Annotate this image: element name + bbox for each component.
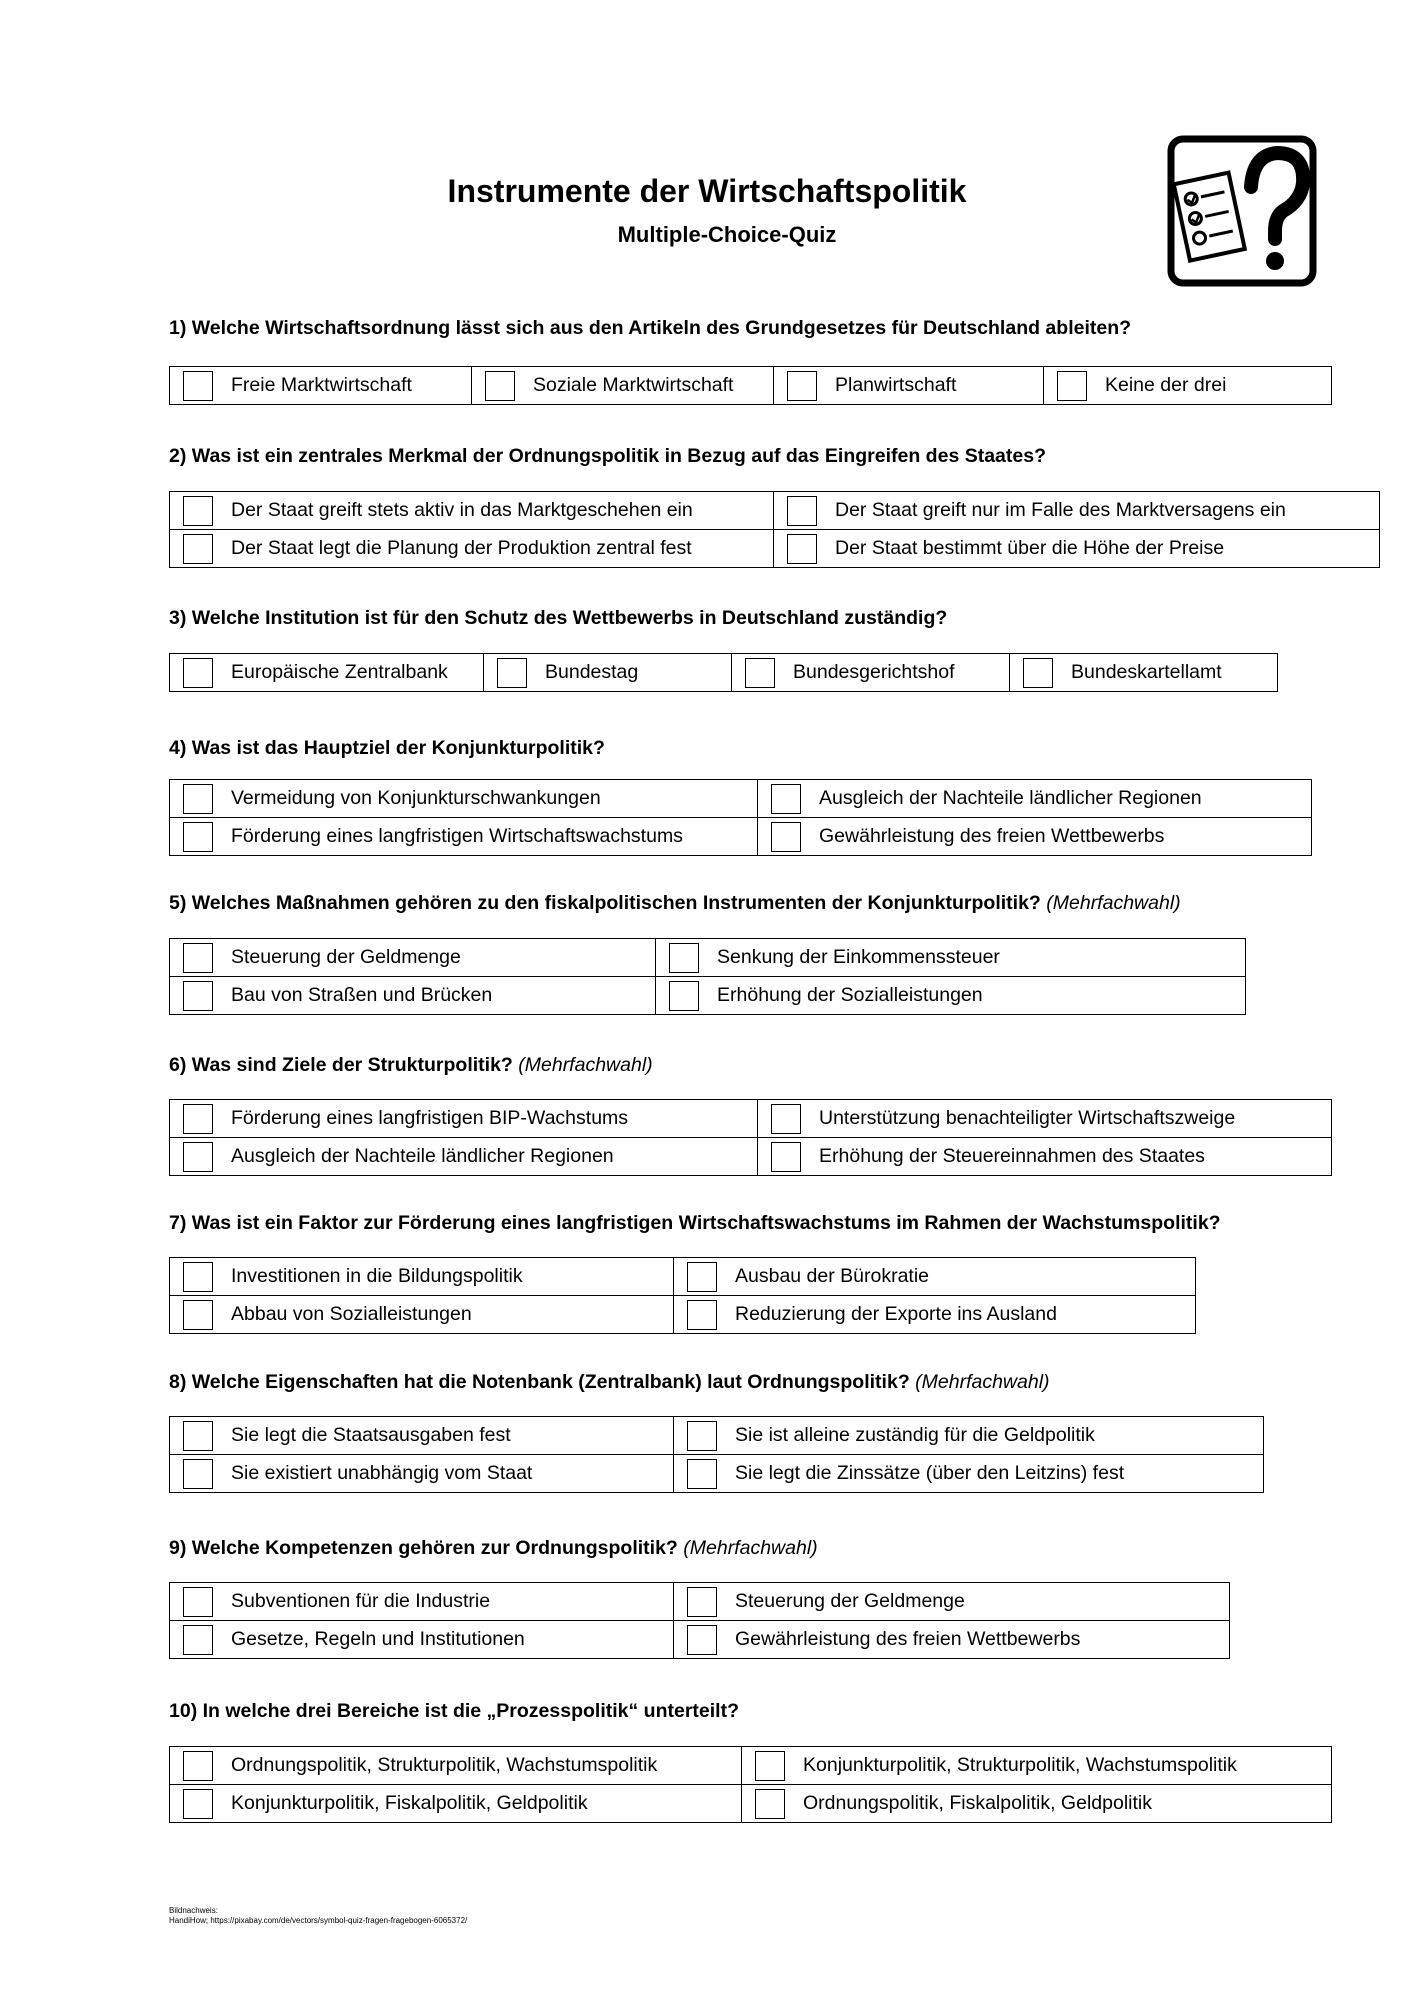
answer-grid-6 xyxy=(169,1099,1332,1176)
question-1 xyxy=(169,316,1131,340)
checkbox[interactable] xyxy=(183,1262,213,1292)
question-8 xyxy=(169,1370,1050,1394)
answer-option[interactable]: Vermeidung von Konjunkturschwankungen xyxy=(170,780,758,818)
answer-option[interactable]: Planwirtschaft xyxy=(774,367,1044,405)
checkbox[interactable] xyxy=(183,1789,213,1819)
answer-option[interactable]: Der Staat greift nur im Falle des Marktversagens ein xyxy=(774,492,1380,530)
answer-option[interactable]: Der Staat greift stets aktiv in das Marktgeschehen ein xyxy=(170,492,774,530)
image-credit xyxy=(169,1906,467,1926)
checkbox[interactable] xyxy=(687,1459,717,1489)
checkbox[interactable] xyxy=(183,943,213,973)
answer-option[interactable]: Bundesgerichtshof xyxy=(732,654,1010,692)
question-text: 9) Welche Kompetenzen gehören zur Ordnungspolitik? xyxy=(169,1537,678,1559)
checkbox[interactable] xyxy=(755,1789,785,1819)
answer-option[interactable]: Konjunkturpolitik, Fiskalpolitik, Geldpolitik xyxy=(170,1785,742,1823)
checkbox[interactable] xyxy=(771,822,801,852)
question-text: 5) Welches Maßnahmen gehören zu den fiskalpolitischen Instrumenten der Konjunkturpolitik? xyxy=(169,892,1041,914)
checkbox[interactable] xyxy=(485,371,515,401)
question-2 xyxy=(169,444,1046,468)
checkbox[interactable] xyxy=(183,981,213,1011)
answer-option[interactable]: Sie ist alleine zuständig für die Geldpolitik xyxy=(674,1417,1264,1455)
question-7 xyxy=(169,1211,1221,1235)
checkbox[interactable] xyxy=(1057,371,1087,401)
answer-option[interactable]: Bau von Straßen und Brücken xyxy=(170,977,656,1015)
checkbox[interactable] xyxy=(687,1421,717,1451)
question-4 xyxy=(169,736,605,760)
answer-option[interactable]: Gesetze, Regeln und Institutionen xyxy=(170,1621,674,1659)
checkbox[interactable] xyxy=(745,658,775,688)
multiple-choice-hint: (Mehrfachwahl) xyxy=(915,1371,1050,1393)
answer-option[interactable]: Gewährleistung des freien Wettbewerbs xyxy=(758,818,1312,856)
answer-grid-4 xyxy=(169,779,1312,856)
answer-option[interactable]: Europäische Zentralbank xyxy=(170,654,484,692)
question-5 xyxy=(169,891,1181,915)
checkbox[interactable] xyxy=(183,1142,213,1172)
answer-option[interactable]: Der Staat legt die Planung der Produktion zentral fest xyxy=(170,530,774,568)
checkbox[interactable] xyxy=(687,1262,717,1292)
question-text: 6) Was sind Ziele der Strukturpolitik? xyxy=(169,1054,513,1076)
question-text: 10) In welche drei Bereiche ist die „Prozesspolitik“ unterteilt? xyxy=(169,1700,739,1722)
checkbox[interactable] xyxy=(687,1587,717,1617)
checkbox[interactable] xyxy=(183,1421,213,1451)
answer-option[interactable]: Erhöhung der Sozialleistungen xyxy=(656,977,1246,1015)
answer-option[interactable]: Erhöhung der Steuereinnahmen des Staates xyxy=(758,1138,1332,1176)
answer-option[interactable]: Der Staat bestimmt über die Höhe der Preise xyxy=(774,530,1380,568)
checkbox[interactable] xyxy=(787,534,817,564)
question-3 xyxy=(169,606,947,630)
checkbox[interactable] xyxy=(787,496,817,526)
quiz-question-icon xyxy=(1167,135,1317,287)
answer-option[interactable]: Gewährleistung des freien Wettbewerbs xyxy=(674,1621,1230,1659)
answer-option[interactable]: Steuerung der Geldmenge xyxy=(170,939,656,977)
checkbox[interactable] xyxy=(497,658,527,688)
answer-option[interactable]: Freie Marktwirtschaft xyxy=(170,367,472,405)
checkbox[interactable] xyxy=(183,658,213,688)
answer-option[interactable]: Abbau von Sozialleistungen xyxy=(170,1296,674,1334)
checkbox[interactable] xyxy=(183,1459,213,1489)
answer-option[interactable]: Ordnungspolitik, Fiskalpolitik, Geldpolitik xyxy=(742,1785,1332,1823)
checkbox[interactable] xyxy=(183,496,213,526)
checkbox[interactable] xyxy=(687,1625,717,1655)
answer-grid-3 xyxy=(169,653,1278,692)
answer-option[interactable]: Steuerung der Geldmenge xyxy=(674,1583,1230,1621)
credit-source: HandiHow; https://pixabay.com/de/vectors/symbol-quiz-fragen-fragebogen-6065372/ xyxy=(169,1916,468,1925)
question-text: 7) Was ist ein Faktor zur Förderung eines langfristigen Wirtschaftswachstums im Rahmen der Wachstumspolitik? xyxy=(169,1212,1221,1234)
checkbox[interactable] xyxy=(669,943,699,973)
answer-option[interactable]: Ausgleich der Nachteile ländlicher Regionen xyxy=(170,1138,758,1176)
page-subtitle: Multiple-Choice-Quiz xyxy=(617,222,837,247)
answer-option[interactable]: Sie legt die Staatsausgaben fest xyxy=(170,1417,674,1455)
answer-option[interactable]: Subventionen für die Industrie xyxy=(170,1583,674,1621)
question-text: 2) Was ist ein zentrales Merkmal der Ordnungspolitik in Bezug auf das Eingreifen des Staates? xyxy=(169,445,1046,467)
multiple-choice-hint: (Mehrfachwahl) xyxy=(1046,892,1181,914)
question-6 xyxy=(169,1053,653,1077)
checkbox[interactable] xyxy=(669,981,699,1011)
checkbox[interactable] xyxy=(183,371,213,401)
answer-option[interactable]: Förderung eines langfristigen BIP-Wachstums xyxy=(170,1100,758,1138)
answer-option[interactable]: Bundeskartellamt xyxy=(1010,654,1278,692)
answer-option[interactable]: Sie legt die Zinssätze (über den Leitzins) fest xyxy=(674,1455,1264,1493)
checkbox[interactable] xyxy=(183,1104,213,1134)
checkbox[interactable] xyxy=(755,1751,785,1781)
answer-grid-7 xyxy=(169,1257,1196,1334)
multiple-choice-hint: (Mehrfachwahl) xyxy=(683,1537,818,1559)
question-text: 8) Welche Eigenschaften hat die Notenbank (Zentralbank) laut Ordnungspolitik? xyxy=(169,1371,910,1393)
answer-grid-2 xyxy=(169,491,1380,568)
answer-option[interactable]: Soziale Marktwirtschaft xyxy=(472,367,774,405)
question-9 xyxy=(169,1536,818,1560)
answer-option[interactable]: Reduzierung der Exporte ins Ausland xyxy=(674,1296,1196,1334)
answer-grid-5 xyxy=(169,938,1246,1015)
checkbox[interactable] xyxy=(183,1751,213,1781)
page-title: Instrumente der Wirtschaftspolitik xyxy=(447,173,967,209)
checkbox[interactable] xyxy=(771,784,801,814)
checkbox[interactable] xyxy=(687,1300,717,1330)
answer-option[interactable]: Ordnungspolitik, Strukturpolitik, Wachstumspolitik xyxy=(170,1747,742,1785)
answer-option[interactable]: Ausbau der Bürokratie xyxy=(674,1258,1196,1296)
answer-grid-1 xyxy=(169,366,1332,405)
question-text: 1) Welche Wirtschaftsordnung lässt sich aus den Artikeln des Grundgesetzes für Deutschland ableiten? xyxy=(169,317,1132,339)
answer-option[interactable]: Bundestag xyxy=(484,654,732,692)
multiple-choice-hint: (Mehrfachwahl) xyxy=(518,1054,653,1076)
question-text: 3) Welche Institution ist für den Schutz des Wettbewerbs in Deutschland zuständig? xyxy=(169,607,948,629)
checkbox[interactable] xyxy=(1023,658,1053,688)
answer-option[interactable]: Sie existiert unabhängig vom Staat xyxy=(170,1455,674,1493)
question-10 xyxy=(169,1699,739,1723)
answer-grid-8 xyxy=(169,1416,1264,1493)
answer-grid-10 xyxy=(169,1746,1332,1823)
answer-grid-9 xyxy=(169,1582,1230,1659)
checkbox[interactable] xyxy=(183,1587,213,1617)
answer-option[interactable]: Konjunkturpolitik, Strukturpolitik, Wachstumspolitik xyxy=(742,1747,1332,1785)
checkbox[interactable] xyxy=(183,534,213,564)
answer-option[interactable]: Keine der drei xyxy=(1044,367,1332,405)
checkbox[interactable] xyxy=(787,371,817,401)
answer-option[interactable]: Ausgleich der Nachteile ländlicher Regionen xyxy=(758,780,1312,818)
question-text: 4) Was ist das Hauptziel der Konjunkturpolitik? xyxy=(169,737,605,759)
checkbox[interactable] xyxy=(771,1142,801,1172)
checkbox[interactable] xyxy=(771,1104,801,1134)
checkbox[interactable] xyxy=(183,822,213,852)
answer-option[interactable]: Unterstützung benachteiligter Wirtschaftszweige xyxy=(758,1100,1332,1138)
checkbox[interactable] xyxy=(183,784,213,814)
answer-option[interactable]: Förderung eines langfristigen Wirtschaftswachstums xyxy=(170,818,758,856)
checkbox[interactable] xyxy=(183,1625,213,1655)
answer-option[interactable]: Senkung der Einkommenssteuer xyxy=(656,939,1246,977)
checkbox[interactable] xyxy=(183,1300,213,1330)
credit-label: Bildnachweis: xyxy=(169,1906,218,1915)
answer-option[interactable]: Investitionen in die Bildungspolitik xyxy=(170,1258,674,1296)
